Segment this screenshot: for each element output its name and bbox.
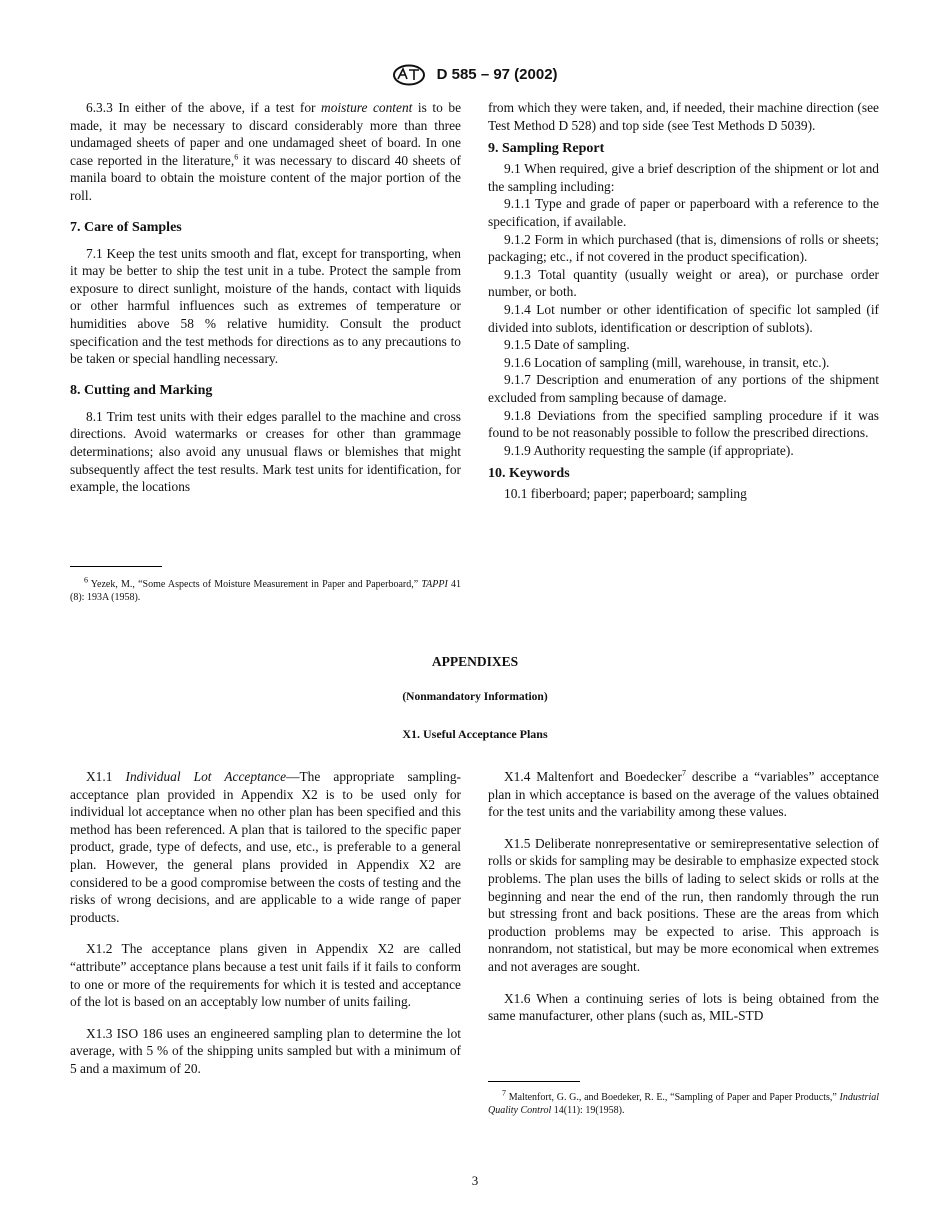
paragraph-x1-4: X1.4 Maltenfort and Boedecker$^7$ describe a “variables” acceptance plan in which acceptance is based on the average of the values obtained for the test units and the variability among these values. <box>488 768 879 820</box>
list-item: 9.1.1 Type and grade of paper or paperboard with a reference to the specification, if available. <box>488 196 879 229</box>
paragraph-continuation: from which they were taken, and, if needed, their machine direction (see Test Method D 528) and top side (see Test Methods D 5039). <box>488 100 879 133</box>
footnote-rule <box>70 566 162 567</box>
list-item: 9.1.3 Total quantity (usually weight or area), or purchase order number, or both. <box>488 266 879 300</box>
paragraph-x1-1: X1.1 Individual Lot Acceptance—The appropriate sampling-acceptance plan provided in Appendix X2 is to be used only for individual lot acceptance when no other plan has been specified and this method has been referenced. A plan that is tailored to the specific paper product, grade, type of defects, and use, etc., is preferable to a general plan. However, the general plans provided in Appendix X2 are considered to be a good compromise between the costs of testing and the risks of wrong decisions, and are applicable to a wide range of paper products. <box>70 769 462 925</box>
section-7-heading: 7. Care of Samples <box>70 219 182 235</box>
section-9-heading: 9. Sampling Report <box>488 141 605 157</box>
list-item: 9.1.9 Authority requesting the sample (if appropriate). <box>504 442 794 458</box>
paragraph-x1-2: X1.2 The acceptance plans given in Appendix X2 are called “attribute” acceptance plans because a test unit fails if it fails to conform to one or more of the requirements for which it is tested and acceptance of the lot is based on an acceptably low number of units failing. <box>70 941 461 1010</box>
list-item: 9.1.7 Description and enumeration of any portions of the shipment excluded from sampling because of damage. <box>488 372 879 405</box>
footnote-7: $^7$ Maltenfort, G. G., and Boedeker, R. E., “Sampling of Paper and Paper Products,” Industrial Quality Control 14(11): 19(1958). <box>488 1088 879 1116</box>
list-item: 9.1.6 Location of sampling (mill, warehouse, in transit, etc.). <box>504 354 830 370</box>
list-item: 9.1.2 Form in which purchased (that is, dimensions of rolls or sheets; packaging; etc., if not covered in the product specification). <box>488 231 879 265</box>
appendix-title: APPENDIXES <box>431 654 519 669</box>
page-number: 3 <box>471 1173 479 1188</box>
appendix-left-column <box>70 768 461 1078</box>
section-8-heading: 8. Cutting and Marking <box>70 382 213 398</box>
appendix-subtitle: (Nonmandatory Information) <box>402 691 548 703</box>
footnote-rule <box>488 1081 580 1082</box>
list-item: 9.1.8 Deviations from the specified sampling procedure if it was found to be not reasonably possible to follow the prescribed directions. <box>488 407 879 441</box>
astm-logo-icon <box>392 64 426 86</box>
paragraph-x1-5: X1.5 Deliberate nonrepresentative or semirepresentative selection of rolls or skids for sampling may be desirable to emphasize expected stock problems. The plan uses the bills of lading to select skids or rolls at the beginning and near the end of the run, then randomly through the run but stressing front and back positions. These are the areas from which production problems may be expected to arise. This approach is nonrandom, not statistical, but may be more economical when extremes and not averages are sought. <box>488 835 879 974</box>
paragraph-6-3-3: 6.3.3 In either of the above, if a test for moisture content is to be made, it may be necessary to discard considerably more than three undamaged sheets of paper and one undamaged sheet of board. In one case reported in the literature,$^6$ it was necessary to discard 40 sheets of manila board to obtain the moisture content of the major portion of the roll. <box>70 100 462 203</box>
paragraph-x1-6: X1.6 When a continuing series of lots is being obtained from the same manufacturer, other plans (such as, MIL-STD <box>488 990 879 1024</box>
paragraph-x1-3: X1.3 ISO 186 uses an engineered sampling plan to determine the lot average, with 5 % of the shipping units sampled but with a minimum of 5 and a maximum of 20. <box>70 1025 461 1076</box>
list-item: 9.1.4 Lot number or other identification of specific lot sampled (if divided into sublots, identification or description of sublots). <box>488 301 879 335</box>
list-item: 9.1 When required, give a brief description of the shipment or lot and the sampling including: <box>488 161 879 194</box>
appendix-right-column <box>488 768 879 1025</box>
footnote-6: $^6$ Yezek, M., “Some Aspects of Moisture Measurement in Paper and Paperboard,” TAPPI 41 (8): 193A (1958). <box>70 575 461 603</box>
appendix-section-heading: X1. Useful Acceptance Plans <box>402 727 548 741</box>
paragraph-8-1: 8.1 Trim test units with their edges parallel to the machine and cross directions. Avoid watermarks or creases for other than grammage determinations; also avoid any unusual flaws or blemishes that might subsequently affect the test results. Mark test units for identification, for example, the locations <box>70 408 461 495</box>
section-10-heading: 10. Keywords <box>488 466 570 482</box>
document-designation: D 585 – 97 (2002) <box>436 65 558 83</box>
right-column <box>488 99 879 503</box>
left-column <box>70 99 461 496</box>
paragraph-10-1: 10.1 fiberboard; paper; paperboard; sampling <box>504 486 747 502</box>
page-header <box>0 64 950 86</box>
list-item: 9.1.5 Date of sampling. <box>504 337 630 353</box>
paragraph-7-1: 7.1 Keep the test units smooth and flat, except for transporting, when it may be better to ship the test unit in a tube. Protect the sample from exposure to direct sunlight, moisture of the hands, contact with liquids or other harmful influences such as extremes of temperature or humidities above 58 % relative humidity. Consult the product specification and the test methods for directions as to any precautions to be taken or special handling necessary. <box>70 245 461 367</box>
